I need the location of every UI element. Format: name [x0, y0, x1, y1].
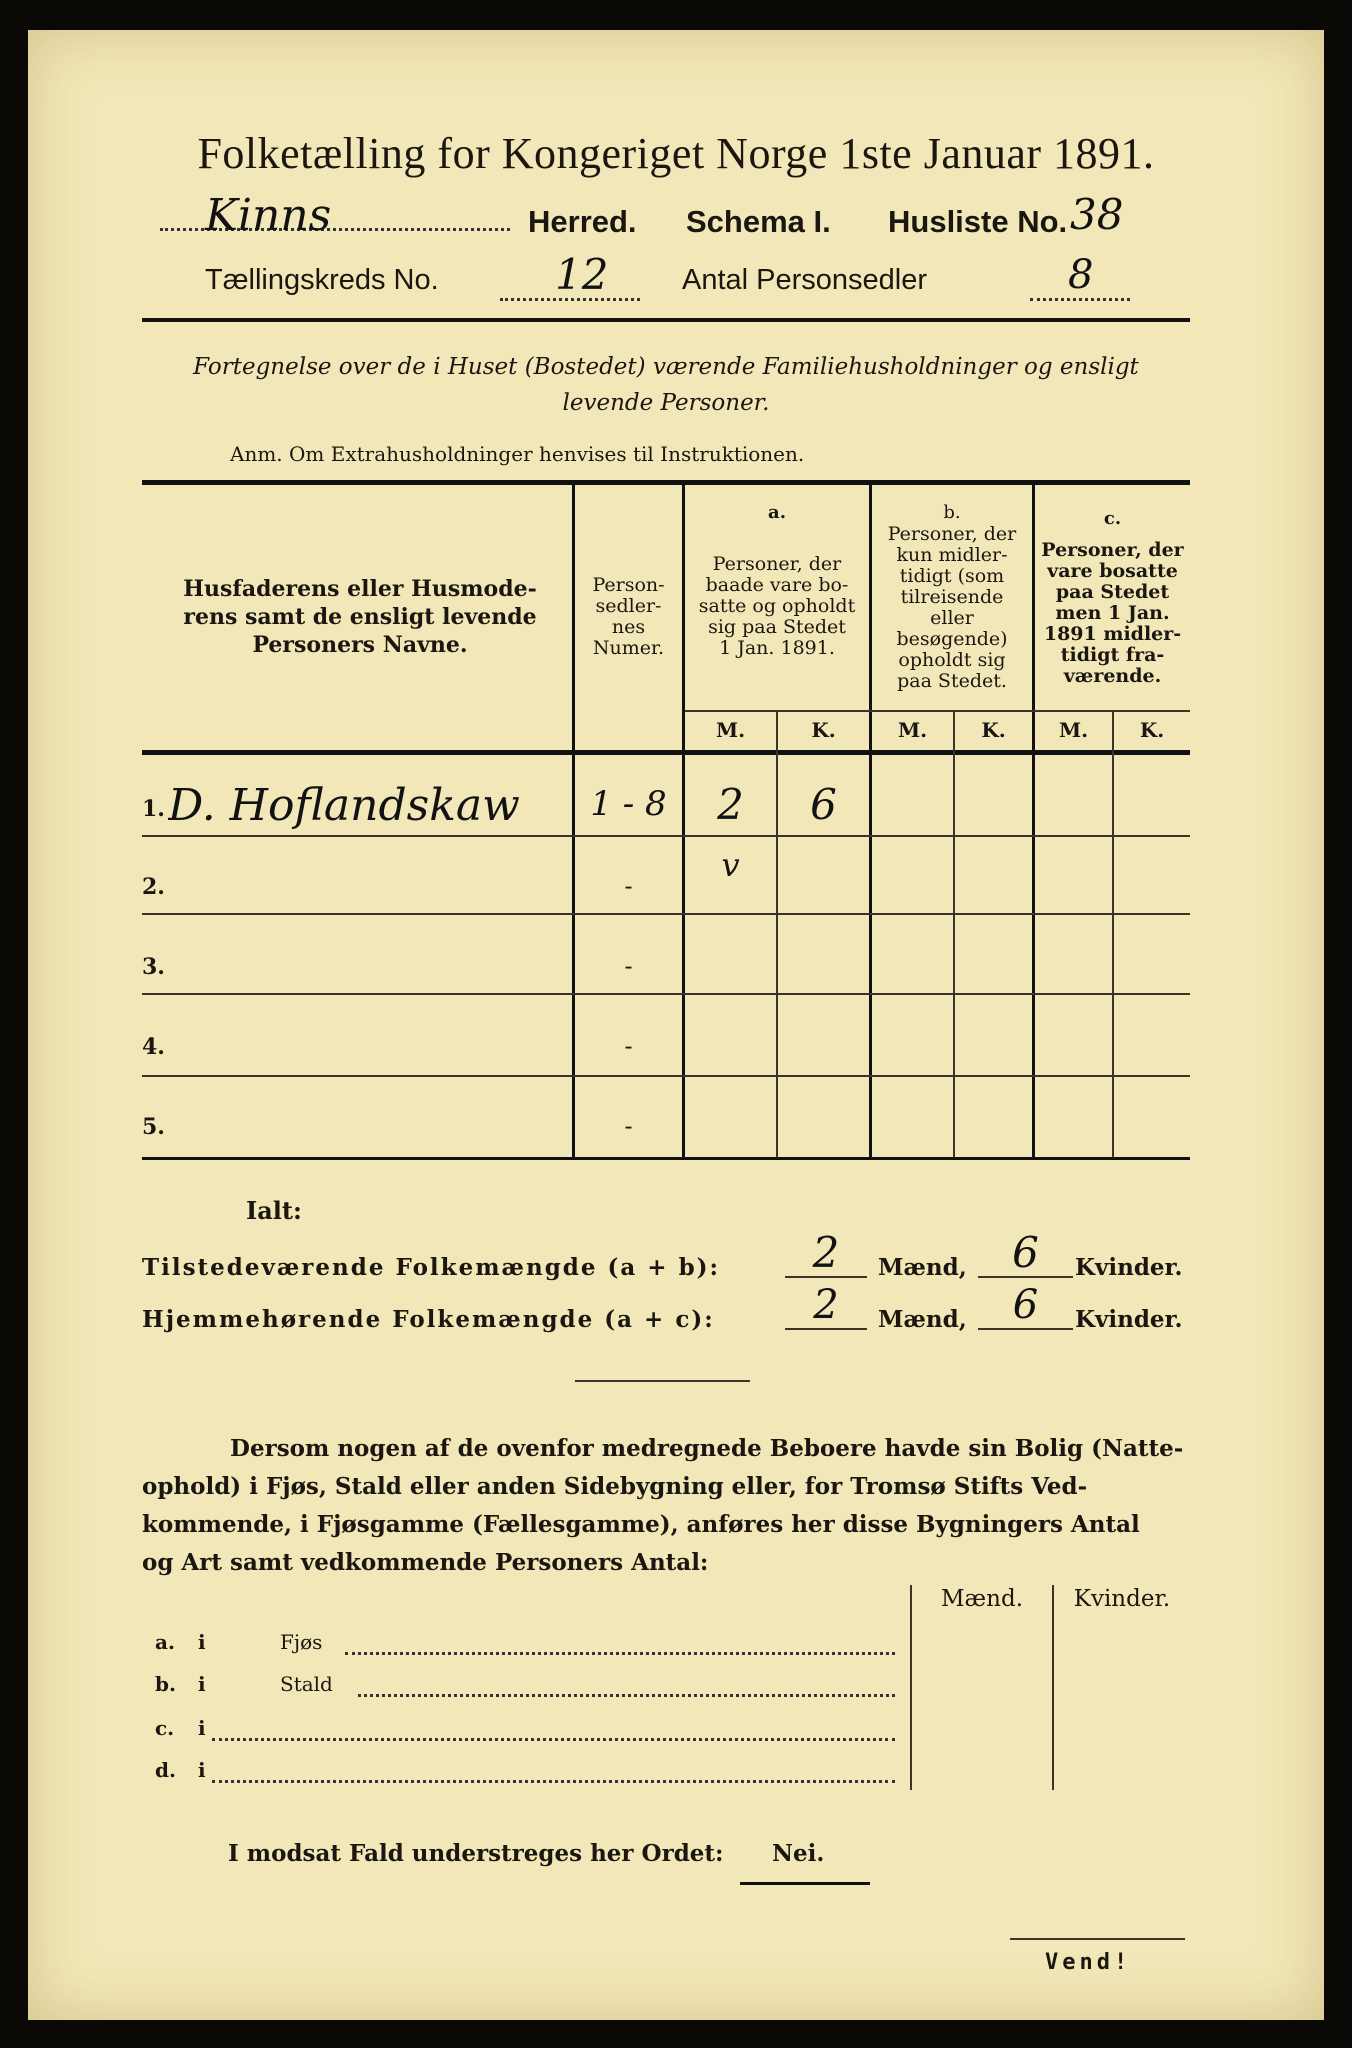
row-2-sedler: -: [624, 872, 633, 900]
bolig-kvinder-head: Kvinder.: [1073, 1586, 1171, 1612]
row-1-name: D. Hoflandskaw: [168, 780, 520, 831]
bolig-maend-head: Mænd.: [940, 1586, 1024, 1612]
a-m-label: M.: [715, 718, 746, 742]
header-names: Husfaderens eller Husmode- rens samt de ensligt levende Personers Navne.: [183, 576, 537, 658]
row-5-number: 5.: [142, 1114, 165, 1140]
header-sedler-num: Person- sedler- nes Numer.: [592, 574, 665, 659]
section-separator: [575, 1380, 750, 1382]
bolig-paragraph: Dersom nogen af de ovenfor medregnede Beboere havde sin Bolig (Natte- ophold) i Fjøs, Stald eller anden Sidebygning eller, for Tromsø Stifts Ved- kommende, i Fjøsgamme (Fællesgamme), anføres her disse Bygningers Antal og Art samt vedkommende Personers Antal:: [142, 1435, 1184, 1576]
modsat-label: I modsat Fald understreges her Ordet:: [228, 1840, 724, 1867]
bolig-item-d-dots: [212, 1780, 895, 1783]
row-3-number: 3.: [142, 954, 165, 980]
bolig-item-a-i: i: [198, 1630, 206, 1654]
form-title: Folketælling for Kongeriget Norge 1ste Januar 1891.: [197, 129, 1155, 178]
b-m-label: M.: [897, 718, 928, 742]
intro-line-1: Fortegnelse over de i Huset (Bostedet) værende Familiehusholdninger og ensligt: [193, 354, 1139, 380]
tilstede-label: Tilstedeværende Folkemængde (a + b):: [142, 1254, 721, 1281]
hjemme-k-line: [978, 1328, 1073, 1330]
kreds-label: Tællingskreds No.: [205, 264, 439, 296]
header-c-letter: c.: [1103, 508, 1122, 529]
row-rule-1: [142, 835, 1190, 837]
kreds-value: 12: [555, 250, 609, 299]
table-bottom-rule: [142, 1157, 1190, 1160]
schema-label: Schema I.: [686, 204, 831, 239]
bolig-item-c-i: i: [198, 1716, 206, 1740]
row-3-sedler: -: [624, 952, 633, 980]
ialt-label: Ialt:: [246, 1196, 302, 1225]
tilstede-m-value: 2: [812, 1228, 840, 1277]
row-4-number: 4.: [142, 1034, 165, 1060]
hjemme-m-line: [785, 1328, 867, 1330]
anm-note: Anm. Om Extrahusholdninger henvises til Instruktionen.: [230, 442, 805, 466]
a-k-label: K.: [811, 718, 836, 742]
header-a: Personer, der baade vare bo- satte og opholdt sig paa Stedet 1 Jan. 1891.: [698, 553, 856, 659]
husliste-value: 38: [1070, 190, 1124, 239]
hjemme-m-value: 2: [813, 1282, 839, 1328]
c-k-label: K.: [1139, 718, 1165, 742]
bolig-divider-2: [1052, 1585, 1054, 1790]
row-1-number: 1.: [142, 796, 165, 822]
hjemme-kvinder: Kvinder.: [1075, 1306, 1183, 1333]
header-rule: [142, 318, 1190, 322]
personsedler-dotted-line: [1030, 298, 1130, 301]
row-rule-4: [142, 1075, 1190, 1077]
hjemme-k-value: 6: [1012, 1282, 1039, 1328]
header-b: Personer, der kun midler- tidigt (som tilreisende eller besøgende) opholdt sig paa Stedet.: [887, 523, 1017, 692]
hjemme-maend: Mænd,: [878, 1306, 967, 1333]
c-m-label: M.: [1058, 718, 1089, 742]
personsedler-value: 8: [1068, 252, 1094, 298]
col-divider-c-mk: [1112, 712, 1114, 1157]
col-divider-a-mk: [776, 712, 778, 1157]
intro-line-2: levende Personer.: [562, 390, 770, 416]
row-1-a-m: 2: [717, 780, 744, 829]
bolig-item-d-letter: d.: [155, 1758, 176, 1782]
row-5-sedler: -: [624, 1112, 633, 1140]
bolig-item-d-i: i: [198, 1758, 206, 1782]
b-k-label: K.: [981, 718, 1006, 742]
row-1-sedler: 1 - 8: [590, 784, 667, 824]
bolig-item-b-dots: [358, 1694, 895, 1697]
herred-label: Herred.: [528, 204, 637, 239]
bolig-item-c-dots: [212, 1738, 895, 1741]
row-rule-2: [142, 913, 1190, 915]
bolig-item-b-label: Stald: [280, 1672, 333, 1696]
hjemme-label: Hjemmehørende Folkemængde (a + c):: [142, 1306, 715, 1333]
personsedler-label: Antal Personsedler: [682, 264, 928, 296]
bolig-item-c-letter: c.: [155, 1716, 175, 1740]
tilstede-kvinder: Kvinder.: [1075, 1254, 1183, 1281]
row-1-a-k: 6: [810, 780, 837, 829]
header-c: Personer, der vare bosatte paa Stedet men 1 Jan. 1891 midler- tidigt fra- værende.: [1041, 539, 1184, 687]
husliste-label: Husliste No.: [888, 204, 1068, 239]
bolig-divider-1: [910, 1585, 912, 1790]
vend-label: Vend!: [1045, 1950, 1132, 1975]
col-divider-b-mk: [953, 712, 955, 1157]
bolig-item-a-dots: [345, 1652, 895, 1655]
modsat-word: Nei.: [772, 1840, 825, 1867]
tilstede-maend: Mænd,: [878, 1254, 967, 1281]
herred-value: Kinns: [205, 190, 332, 241]
bolig-item-b-letter: b.: [155, 1672, 176, 1696]
bolig-item-a-label: Fjøs: [280, 1630, 323, 1654]
tilstede-k-value: 6: [1012, 1228, 1039, 1277]
bolig-item-a-letter: a.: [155, 1630, 175, 1654]
row-4-sedler: -: [624, 1032, 633, 1060]
row-rule-3: [142, 993, 1190, 995]
row-2-number: 2.: [142, 874, 165, 900]
bolig-item-b-i: i: [198, 1672, 206, 1696]
census-form-page: [28, 30, 1324, 2020]
vend-rule: [1010, 1938, 1185, 1940]
mk-header-rule: [685, 710, 1190, 712]
modsat-underline: [740, 1882, 870, 1885]
header-a-letter: a.: [768, 502, 786, 523]
row-2-a-m-tick: v: [721, 846, 740, 884]
header-b-letter: b.: [943, 502, 961, 523]
